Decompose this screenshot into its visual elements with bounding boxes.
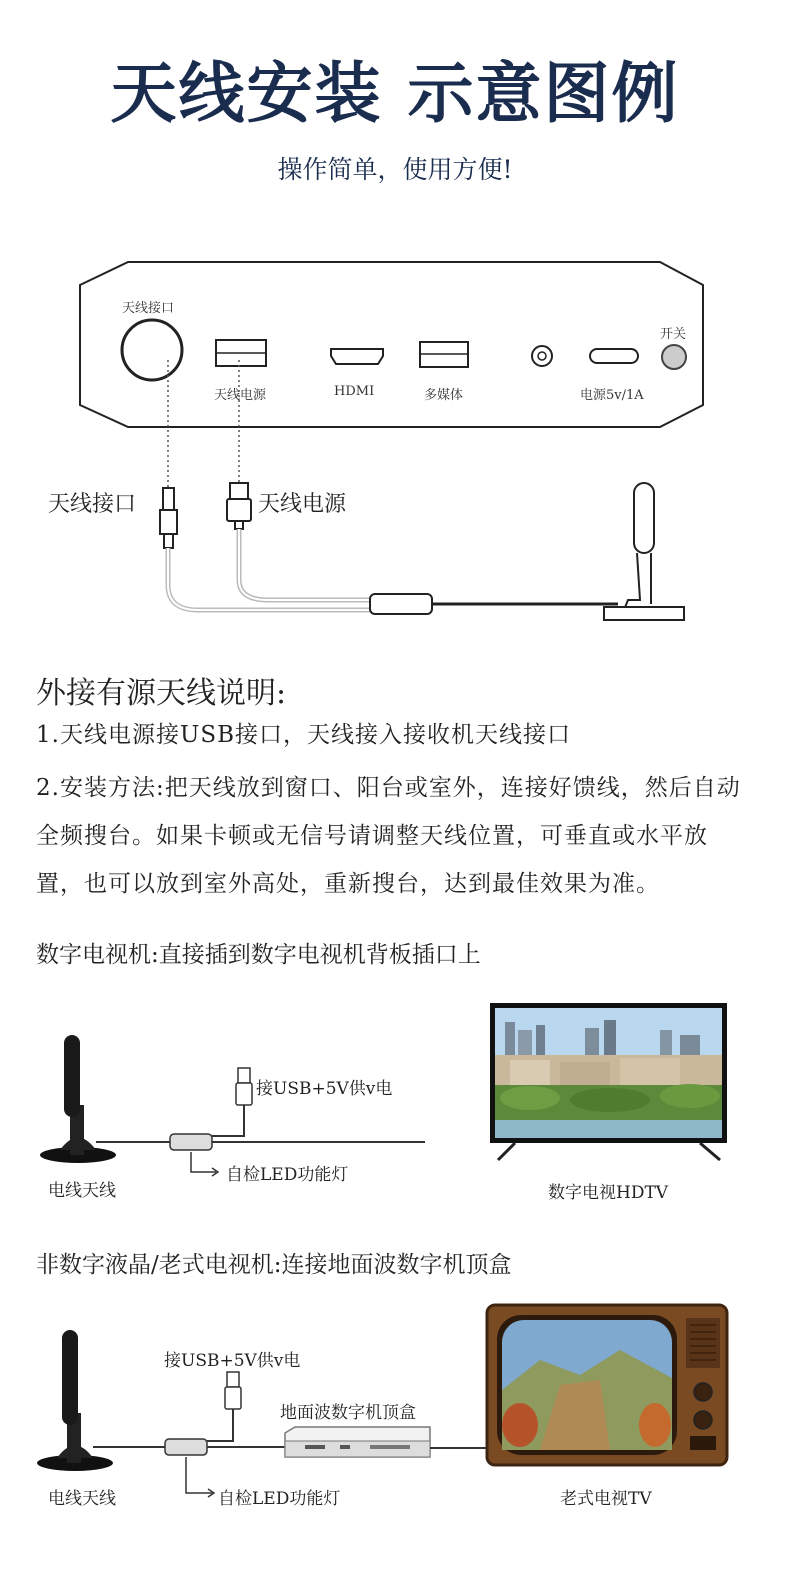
port-label-switch: 开关 [660, 327, 687, 342]
set-top-box [285, 1427, 430, 1457]
old-led-label: 自检LED功能灯 [218, 1489, 341, 1509]
led-junction-1 [170, 1134, 212, 1150]
antenna-base [604, 607, 684, 620]
page-subtitle: 操作简单，使用方便! [277, 155, 513, 184]
port-label-power: 电源5v/1A [580, 388, 644, 403]
digital-tv-heading: 数字电视机:直接插到数字电视机背板插口上 [36, 942, 481, 968]
digital-tv-caption: 数字电视HDTV [548, 1183, 669, 1203]
instruction-line-2: 2.安装方法:把天线放到窗口、阳台或室外，连接好馈线，然后自动全频搜台。如果卡顿或无信号请调整天线位置，可垂直或水平放置，也可以放到室外高处，重新搜台，达到最佳效果为准。 [36, 775, 741, 897]
cable-junction [370, 594, 432, 614]
digital-led-label: 自检LED功能灯 [226, 1165, 349, 1185]
digital-tv-image [490, 1003, 727, 1160]
digital-antenna-caption: 电线天线 [48, 1181, 116, 1201]
coax-plug [160, 488, 177, 548]
port-label-antenna-power: 天线电源 [214, 388, 267, 403]
power-switch [662, 345, 686, 369]
antenna-whip [634, 483, 654, 553]
cable-label-antenna: 天线接口 [48, 492, 137, 517]
antenna-icon-2 [37, 1330, 113, 1471]
port-label-multimedia: 多媒体 [424, 388, 464, 403]
usb-plug [227, 483, 251, 529]
old-tv-caption: 老式电视TV [560, 1489, 652, 1509]
cable-label-power: 天线电源 [258, 492, 347, 517]
usb-plug-1 [236, 1068, 252, 1105]
old-usb-label: 接USB+5V供v电 [164, 1351, 301, 1371]
old-antenna-caption: 电线天线 [48, 1489, 116, 1509]
page-title: 天线安装 示意图例 [110, 54, 680, 132]
port-label-antenna: 天线接口 [122, 301, 175, 316]
antenna-icon-1 [40, 1035, 116, 1163]
old-tv-image [487, 1305, 727, 1465]
old-tv-heading: 非数字液晶/老式电视机:连接地面波数字机顶盒 [36, 1252, 512, 1278]
antenna-port-jack [122, 320, 182, 380]
led-junction-2 [165, 1439, 207, 1455]
old-stb-label: 地面波数字机顶盒 [280, 1403, 416, 1423]
power-usbc-port [590, 349, 638, 363]
instructions-heading: 外接有源天线说明: [36, 676, 287, 711]
hdmi-port [331, 349, 383, 364]
port-label-hdmi: HDMI [334, 384, 375, 399]
usb-plug-2 [225, 1372, 241, 1409]
instruction-line-1: 1.天线电源接USB接口，天线接入接收机天线接口 [36, 722, 571, 748]
digital-usb-label: 接USB+5V供v电 [256, 1079, 393, 1099]
